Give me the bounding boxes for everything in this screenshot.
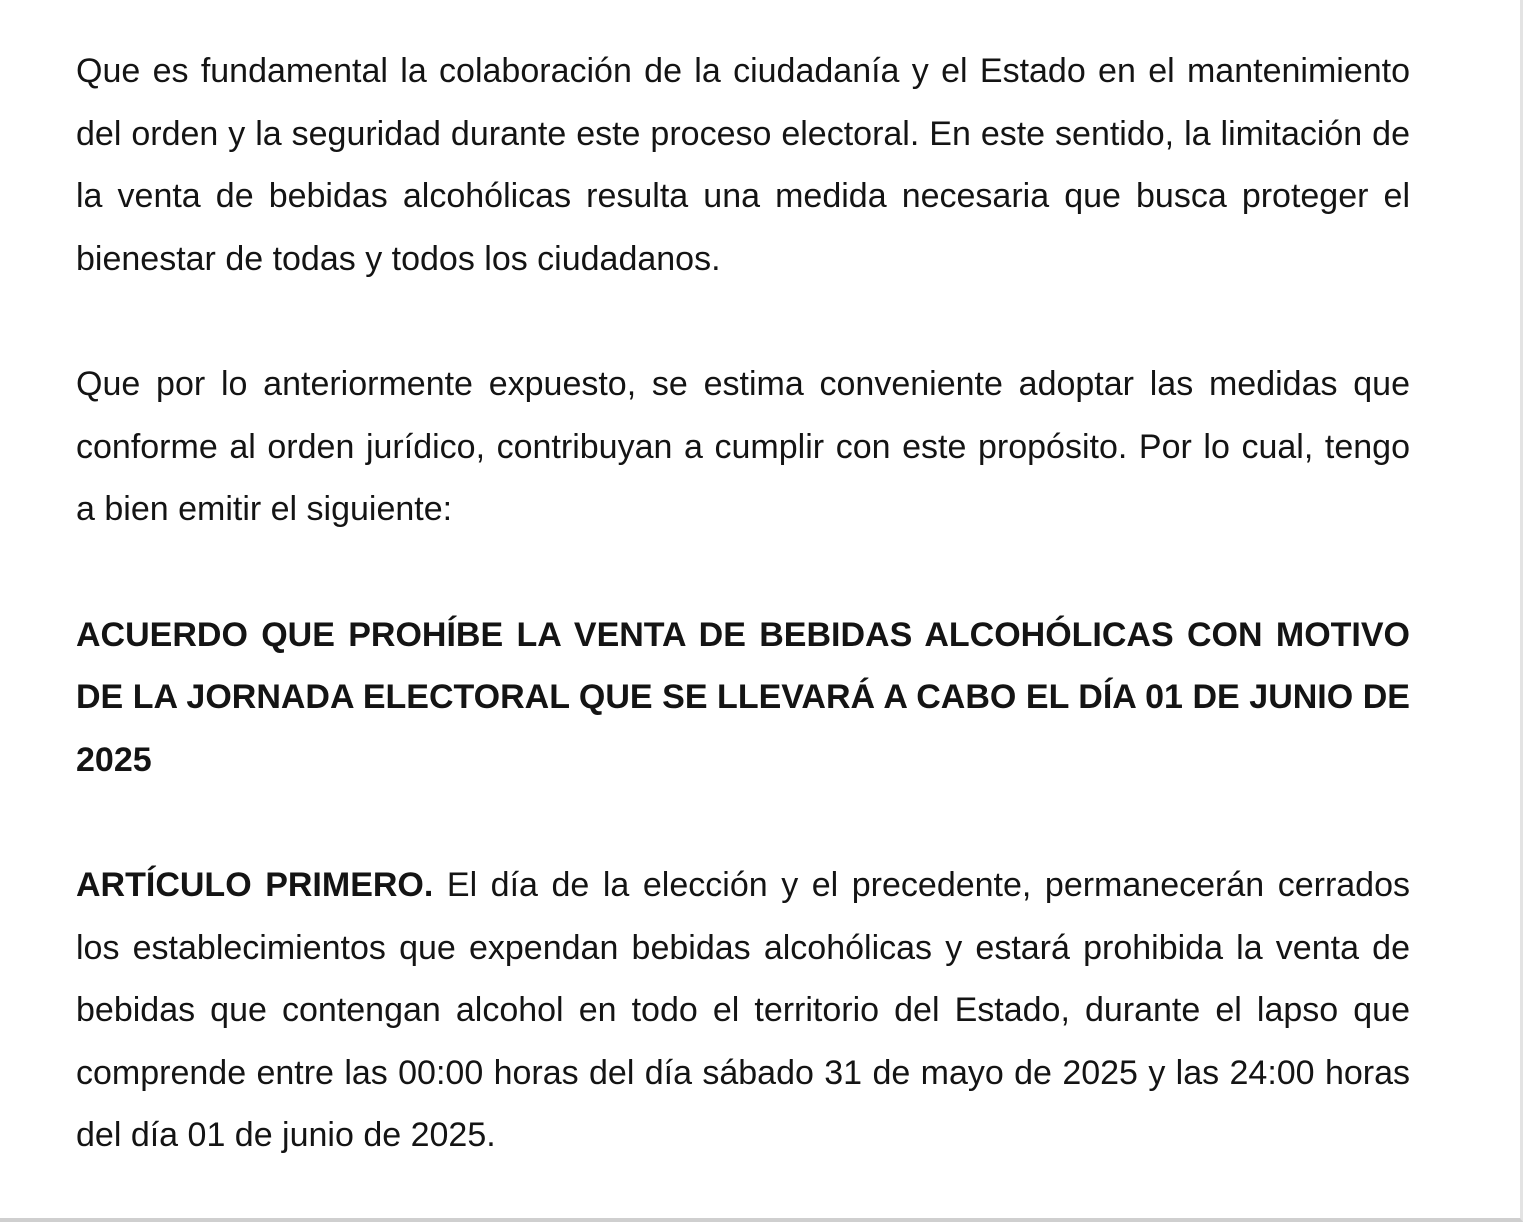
article-first	[76, 854, 1410, 1167]
document-body	[76, 40, 1410, 1167]
agreement-title: ACUERDO QUE PROHÍBE LA VENTA DE BEBIDAS ALCOHÓLICAS CON MOTIVO DE LA JORNADA ELECTORAL QUE SE LLEVARÁ A CABO EL DÍA 01 DE JUNIO DE 2025	[76, 615, 1410, 779]
article-first-heading: ARTÍCULO PRIMERO.	[76, 866, 434, 904]
article-first-body: El día de la elección y el precedente, permanecerán cerrados los establecimientos que expendan bebidas alcohólicas y estará prohibida la venta de bebidas que contengan alcohol en todo el territorio del Estado, durante el lapso que comprende entre las 00:00 horas del día sábado 31 de mayo de 2025 y las 24:00 horas del día 01 de junio de 2025.	[76, 866, 1410, 1154]
paragraph-measures: Que por lo anteriormente expuesto, se estima conveniente adoptar las medidas que conforme al orden jurídico, contribuyan a cumplir con este propósito. Por lo cual, tengo a bien emitir el siguiente:	[76, 365, 1410, 528]
paragraph-collaboration: Que es fundamental la colaboración de la ciudadanía y el Estado en el mantenimiento del orden y la seguridad durante este proceso electoral. En este sentido, la limitación de la venta de bebidas alcohólicas resulta una medida necesaria que busca proteger el bienestar de todas y todos los ciudadanos.	[76, 52, 1410, 278]
